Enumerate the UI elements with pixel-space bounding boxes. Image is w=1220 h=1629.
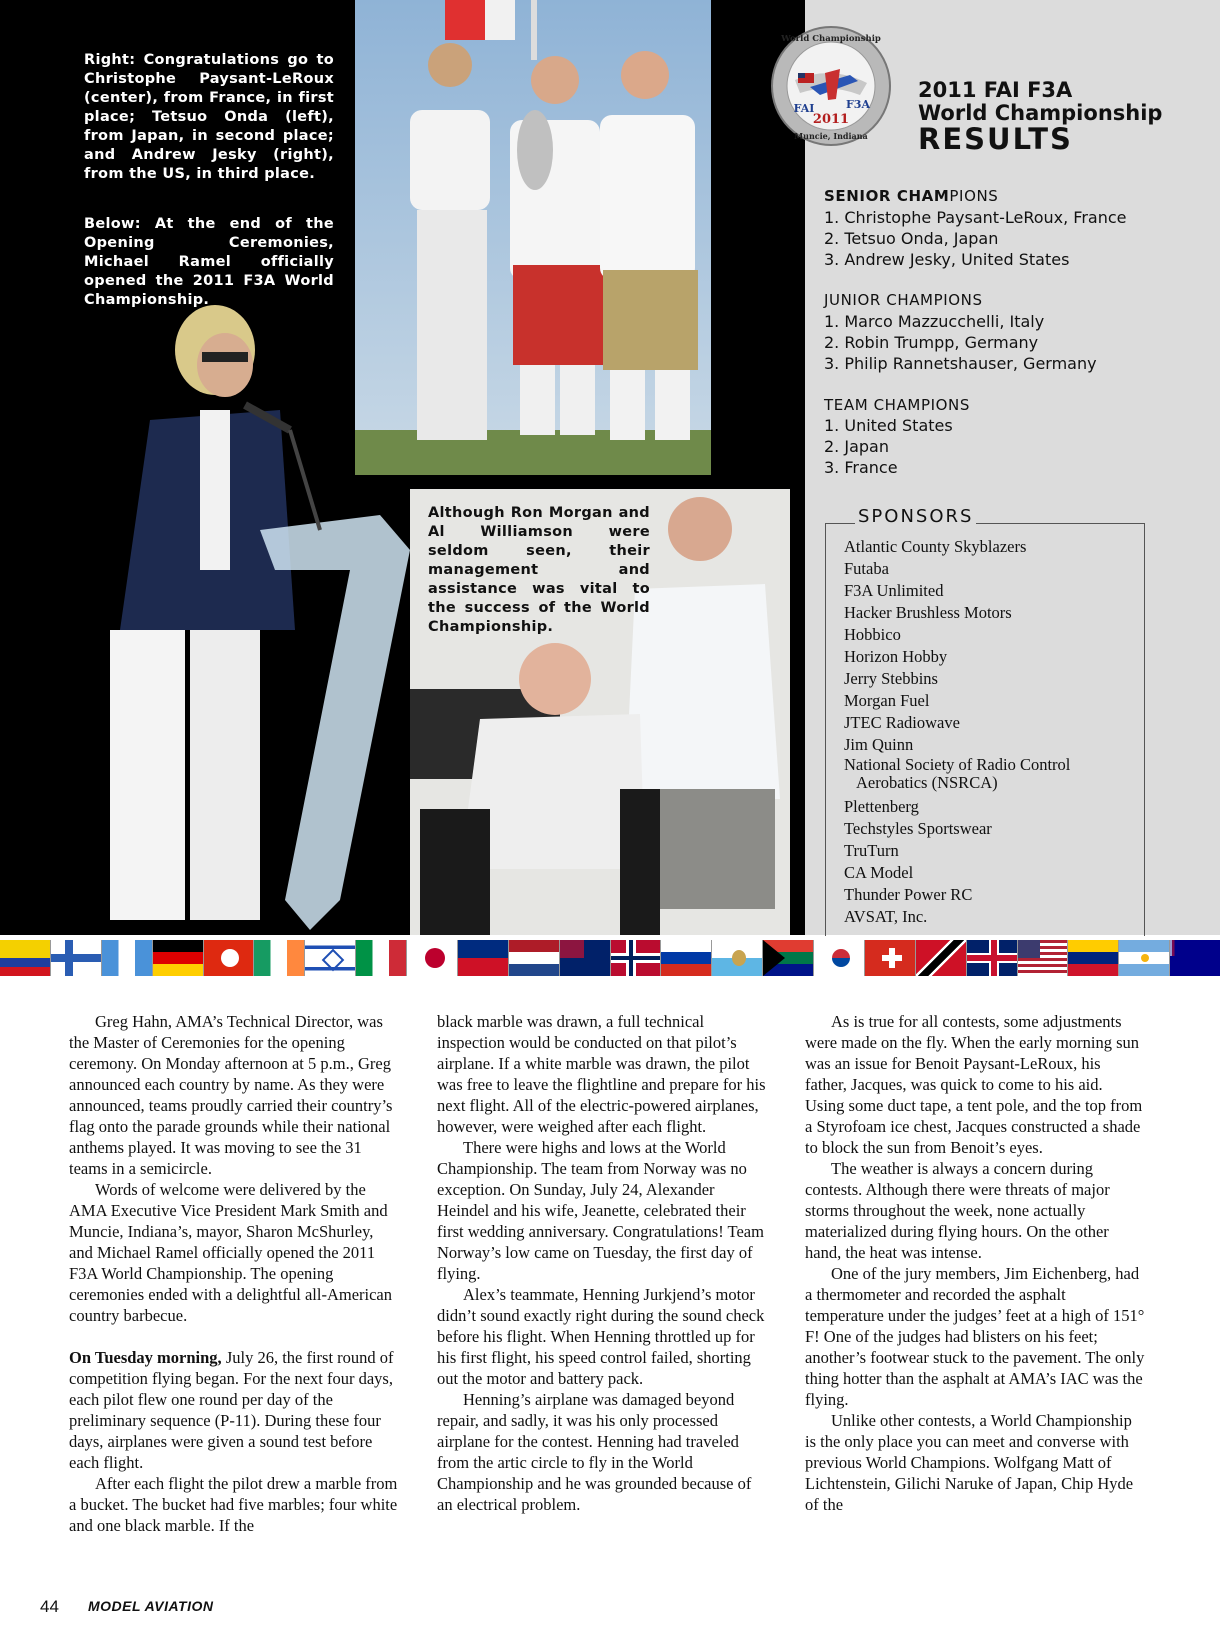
junior-3: 3. Philip Rannetshauser, Germany [824,354,1097,373]
sponsor-item: Jim Quinn [844,735,914,754]
sponsor-item: F3A Unlimited [844,581,944,600]
sponsor-item: Thunder Power RC [844,885,973,904]
flag-hong-kong [204,940,255,976]
team-1: 1. United States [824,416,953,435]
body-column-2 [437,1011,767,1515]
sponsor-item: JTEC Radiowave [844,713,960,732]
magazine-name: MODEL AVIATION [88,1598,214,1614]
flag-japan [407,940,458,976]
flag-venezuela [1068,940,1119,976]
flag-germany [153,940,204,976]
team-2: 2. Japan [824,437,889,456]
caption-podium: Right: Congratulations go to Christophe Paysant-LeRoux (center), from France, in first place; Tetsuo Onda (left), from Japan, in second place; and Andrew Jesky (right), from the US, in third place. [84,52,334,182]
body-paragraph: Greg Hahn, AMA’s Technical Director, was the Master of Ceremonies for the opening ceremony. On Monday afternoon at 5 p.m., Greg announced each country by name. As they were announced, teams proudly carried their country’s flag onto the parade grounds while their national anthems played. It was moving to see the 31 teams in a semicircle. [69,1012,393,1178]
flag-strip [0,940,1220,976]
flag-netherlands [509,940,560,976]
sponsor-item: Techstyles Sportswear [844,819,992,838]
sponsor-item: National Society of Radio Control [844,755,1071,774]
flag-finland [51,940,102,976]
body-paragraph: One of the jury members, Jim Eichenberg, had a thermometer and recorded the asphalt temperature under the judges’ feet at a high of 151° F! One of the judges had blisters on his feet; another’s footwear stuck to the pavement. The only thing hotter than the asphalt at AMA’s IAC was the flying. [805,1264,1145,1409]
results-title-line2: World Championship [918,101,1163,125]
flag-guatemala [102,940,153,976]
body-paragraph: There were highs and lows at the World Championship. The team from Norway was no exception. On Sunday, July 24, Alexander Heindel and his wife, Jeanette, celebrated their first wedding anniversary. Congratulations! Team Norway’s low came on Tuesday, the first day of flying. [437,1138,764,1283]
body-paragraph: Unlike other contests, a World Championship is the only place you can meet and converse with previous World Champions. Wolfgang Matt of Lichtenstein, Gilichi Naruke of Japan, Chip Hyde of the [805,1411,1134,1514]
caption-officials: Although Ron Morgan and Al Williamson were seldom seen, their management and assistance was vital to the success of the World Championship. [428,505,650,635]
body-paragraph: The weather is always a concern during contests. Although there were threats of major storms throughout the week, none actually materialized during flying hours. On the other hand, the heat was intense. [805,1159,1110,1262]
sponsor-item: Atlantic County Skyblazers [844,537,1027,556]
flag-united-states [1018,940,1069,976]
flag-ecuador [0,940,51,976]
flag-argentina [1119,940,1170,976]
caption-opening: Below: At the end of the Opening Ceremonies, Michael Ramel officially opened the 2011 F3A World Championship. [84,216,334,308]
flag-new-zealand [560,940,611,976]
senior-list [824,207,1127,270]
logo-f3a: F3A [846,98,870,111]
senior-heading-bold: SENIOR CHAM [824,187,950,205]
body-paragraph: Henning’s airplane was damaged beyond repair, and sadly, it was his only processed airplane for the contest. Henning had traveled from the artic circle to fly in the World Championship and he was grounded because of an electrical problem. [437,1390,752,1514]
flag-switzerland [865,940,916,976]
flag-south-korea [814,940,865,976]
flag-south-africa [763,940,814,976]
flag-australia [1170,940,1220,976]
flag-russia [661,940,712,976]
sponsor-item: Jerry Stebbins [844,669,938,688]
logo-fai: FAI [793,102,815,115]
sponsor-item: Morgan Fuel [844,691,930,710]
championship-logo [770,25,892,147]
sponsor-item: CA Model [844,863,914,882]
sponsor-item: Futaba [844,559,889,578]
flag-ireland [254,940,305,976]
body-paragraph [69,1347,399,1473]
team-list [824,415,953,478]
body-paragraph: Words of welcome were delivered by the AMA Executive Vice President Mark Smith and Muncie, Indiana’s, mayor, Sharon McShurley, and Michael Ramel officially opened the 2011 F3A World Championship. The opening ceremonies ended with a delightful all-American country barbecue. [69,1180,392,1325]
flag-liechtenstein [458,940,509,976]
sponsors-heading: SPONSORS [855,506,976,527]
flag-israel [305,940,356,976]
senior-heading-rest: PIONS [949,187,999,205]
sponsor-item: Plettenberg [844,797,919,816]
junior-2: 2. Robin Trumpp, Germany [824,333,1039,352]
lead-in: On Tuesday morning, [69,1348,222,1367]
body-paragraph: As is true for all contests, some adjustments were made on the fly. When the early morning sun was an issue for Benoit Paysant-LeRoux, his father, Jacques, was quick to come to his aid. Using some duct tape, a tent pole, and the top from a Styrofoam ice chest, Jacques constructed a shade to block the sun from Benoit’s eyes. [805,1012,1143,1157]
logo-bottom-text: Muncie, Indiana [794,131,868,141]
body-paragraph: After each flight the pilot drew a marble from a bucket. The bucket had five marbles; four white and one black marble. If the [69,1474,398,1535]
junior-heading: JUNIOR CHAMPIONS [824,291,983,309]
team-heading: TEAM CHAMPIONS [824,396,970,414]
flag-trinidad [916,940,967,976]
sponsor-item: Aerobatics (NSRCA) [856,773,998,792]
sponsor-item: Hacker Brushless Motors [844,603,1012,622]
sponsor-item: Horizon Hobby [844,647,948,666]
senior-2: 2. Tetsuo Onda, Japan [824,229,999,248]
junior-1: 1. Marco Mazzucchelli, Italy [824,312,1045,331]
flag-san-marino [712,940,763,976]
body-column-3 [805,1011,1145,1515]
flag-italy [356,940,407,976]
body-paragraph: Alex’s teammate, Henning Jurkjend’s motor didn’t sound exactly right during the sound check before his flight. When Henning throttled up for his first flight, his speed control failed, shorting out the motor and battery pack. [437,1285,765,1388]
results-title-line3: RESULTS [918,122,1073,156]
sponsor-item: TruTurn [844,841,899,860]
logo-year: 2011 [812,112,850,127]
sponsor-item: AVSAT, Inc. [844,907,928,926]
lead-in-rest: July 26, the first round of competition flying began. For the next four days, each pilot flew one round per day of the preliminary sequence (P-11). During these four days, airplanes were given a sound test before each flight. [69,1348,394,1472]
body-column-1 [69,1011,399,1536]
senior-heading [824,187,998,205]
flag-united-kingdom [967,940,1018,976]
sponsors-list [844,536,1070,928]
junior-list [824,311,1097,374]
team-3: 3. France [824,458,898,477]
senior-3: 3. Andrew Jesky, United States [824,250,1070,269]
page-number: 44 [40,1597,59,1616]
senior-1: 1. Christophe Paysant-LeRoux, France [824,208,1127,227]
flag-norway [611,940,662,976]
body-paragraph: black marble was drawn, a full technical inspection would be conducted on that pilot’s airplane. If a white marble was drawn, the pilot was free to leave the flightline and prepare for his next flight. All of the electric-powered airplanes, however, were weighed after each flight. [437,1012,766,1136]
logo-top-text: World Championship [781,34,881,44]
results-title-line1: 2011 FAI F3A [918,78,1073,102]
sponsor-item: Hobbico [844,625,901,644]
